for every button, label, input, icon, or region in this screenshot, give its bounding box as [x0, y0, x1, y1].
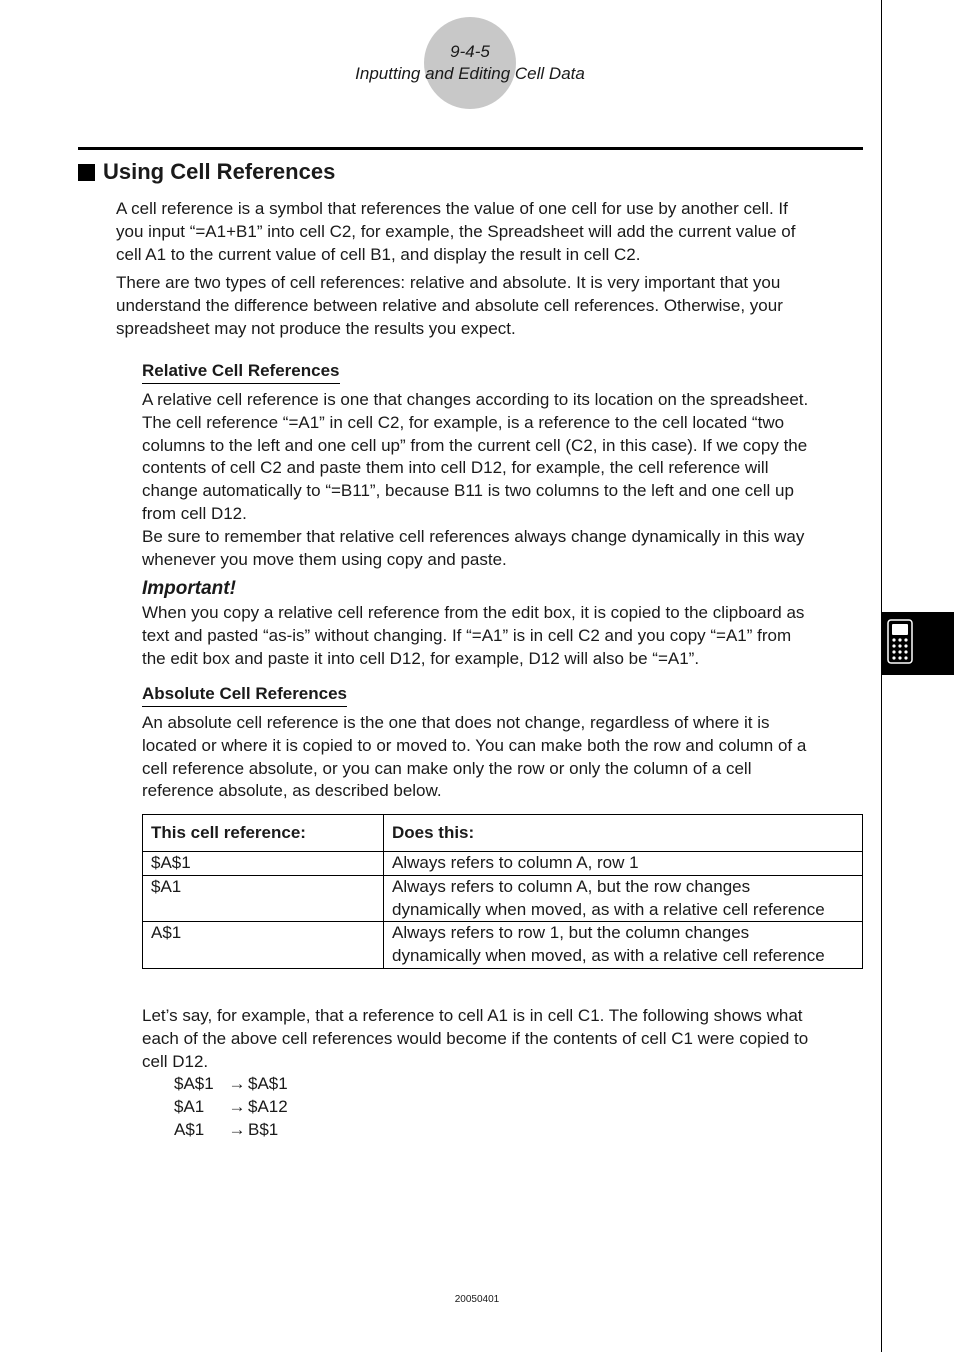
important-paragraph: When you copy a relative cell reference from the edit box, it is copied to the clipboard as text and pasted “as-is” without changing. If “=A1” is in cell C2 and you copy “=A1” from the edit box and paste it into cell D12, for example, D12 will also be “=A1”.: [142, 603, 805, 668]
example-from: $A1: [174, 1096, 205, 1116]
right-arrow-icon: →: [228, 1119, 246, 1139]
absolute-heading: Absolute Cell References: [142, 683, 347, 707]
table-row: [143, 922, 863, 969]
section-heading: [78, 158, 335, 186]
example-from: $A$1: [174, 1074, 214, 1093]
square-bullet-icon: [78, 164, 95, 181]
example-from: A$1: [174, 1119, 205, 1139]
intro-paragraph-2: There are two types of cell references: relative and absolute. It is very important that you understand the difference between relative and absolute cell references. Otherwise, your spreadsheet may not produce the results you expect.: [116, 273, 783, 338]
table-header-reference: This cell reference:: [143, 815, 384, 852]
list-item: [174, 1119, 288, 1142]
table-cell-reference: $A$1: [143, 852, 384, 876]
right-arrow-icon: →: [228, 1096, 246, 1116]
page-edge-line: [881, 0, 882, 1352]
table-cell-description: Always refers to row 1, but the column changes dynamically when moved, as with a relative cell reference: [384, 922, 863, 969]
example-intro-paragraph: Let’s say, for example, that a reference to cell A1 is in cell C1. The following shows what each of the above cell references would become if the contents of cell C1 were copied to cell D12.: [142, 1006, 809, 1071]
cell-reference-table: [142, 814, 863, 969]
absolute-paragraph: An absolute cell reference is the one that does not change, regardless of where it is located or where it is copied to or moved to. You can make both the row and column of a cell reference absolute, or you can make only the row or only the column of a cell reference absolute, as described below.: [142, 713, 807, 801]
table-row: [143, 875, 863, 922]
relative-paragraph: A relative cell reference is one that changes according to its location on the spreadsheet. The cell reference “=A1” in cell C2, for example, is a reference to the cell located “two columns to the left and one cell up” from the current cell (C2, in this case). If we copy the contents of cell C2 and paste them into cell D12, for example, the cell reference will change automatically to “=B11”, because B11 is two columns to the left and one cell up from cell D12. Be sure to remember that relative cell references always change dynamically in this way whenever you move them using copy and paste.: [142, 390, 809, 569]
example-to: $A12: [248, 1096, 288, 1116]
table-header-row: [143, 815, 863, 852]
header-circle-decoration: [424, 17, 516, 109]
table-cell-description: Always refers to column A, but the row changes dynamically when moved, as with a relative cell reference: [384, 875, 863, 922]
calculator-icon: [887, 619, 913, 664]
example-to: B$1: [248, 1119, 279, 1139]
important-label: Important!: [142, 578, 236, 599]
right-arrow-icon: →: [228, 1074, 246, 1093]
section-title-text: Using Cell References: [103, 159, 336, 184]
table-header-does: Does this:: [384, 815, 863, 852]
table-cell-reference: $A1: [143, 875, 384, 922]
section-rule: [78, 147, 863, 150]
page-number: 9-4-5: [450, 42, 490, 61]
list-item: [174, 1096, 288, 1119]
example-list: [174, 1073, 288, 1141]
intro-paragraph-1: A cell reference is a symbol that references the value of one cell for use by another cell. If you input “=A1+B1” into cell C2, for example, the Spreadsheet will add the current value of cell A1 to the current value of cell B1, and display the result in cell C2.: [116, 199, 796, 264]
list-item: [174, 1073, 288, 1096]
footer-code: 20050401: [454, 1294, 500, 1305]
table-row: [143, 852, 863, 876]
table-cell-description: Always refers to column A, row 1: [384, 852, 863, 876]
table-cell-reference: A$1: [143, 922, 384, 969]
example-to: $A$1: [248, 1074, 288, 1093]
header-section-title: Inputting and Editing Cell Data: [355, 64, 585, 83]
relative-heading: Relative Cell References: [142, 360, 340, 384]
